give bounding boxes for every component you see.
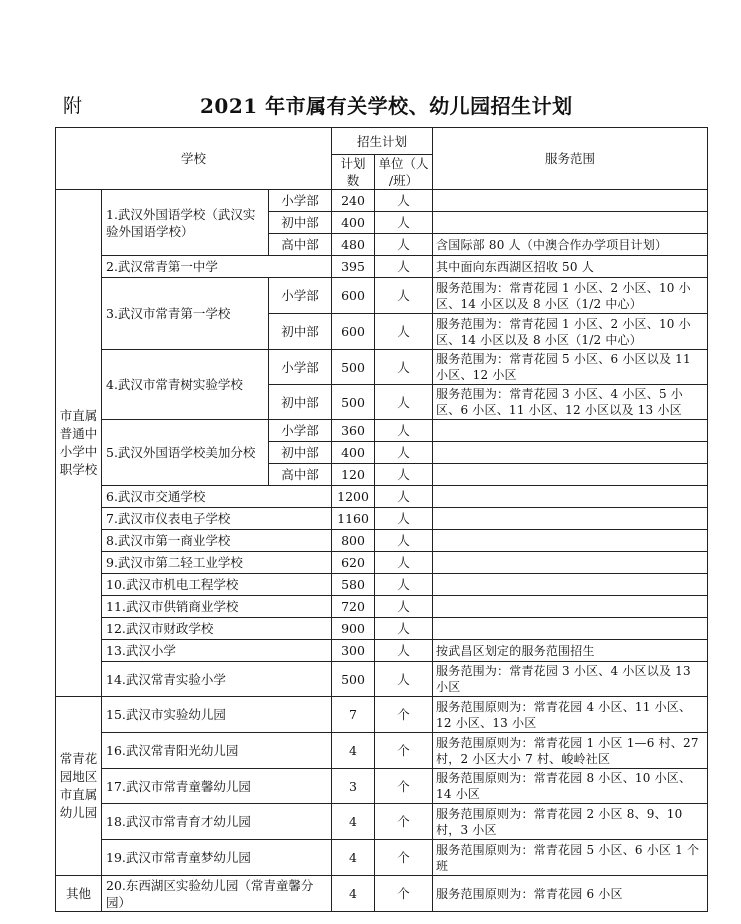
service-cell [433, 442, 708, 464]
table-row [56, 552, 708, 574]
table-row [56, 508, 708, 530]
school-name: 20.东西湖区实验幼儿园（常青童馨分园） [102, 876, 332, 912]
header-plan-group: 招生计划 [332, 128, 433, 155]
service-cell [433, 212, 708, 234]
plan-count-cell: 400 [332, 442, 375, 464]
school-name: 17.武汉市常青童馨幼儿园 [102, 769, 332, 804]
school-name: 9.武汉市第二轻工业学校 [102, 552, 332, 574]
plan-count-cell: 1160 [332, 508, 375, 530]
attachment-label: 附 [63, 95, 83, 117]
dept-cell: 小学部 [269, 190, 332, 212]
school-name: 13.武汉小学 [102, 640, 332, 662]
table-row [56, 640, 708, 662]
plan-count-cell: 3 [332, 769, 375, 804]
group-label-municipal: 市直属普通中小学中职学校 [56, 190, 102, 697]
service-cell [433, 552, 708, 574]
unit-cell: 人 [375, 278, 433, 314]
school-name: 4.武汉市常青树实验学校 [102, 350, 269, 420]
header-plan-count: 计划 数 [332, 155, 375, 190]
table-row [56, 530, 708, 552]
plan-count-cell: 620 [332, 552, 375, 574]
unit-cell: 人 [375, 574, 433, 596]
table-row [56, 278, 708, 314]
school-name: 16.武汉常青阳光幼儿园 [102, 733, 332, 769]
plan-count-cell: 4 [332, 733, 375, 769]
unit-cell: 人 [375, 234, 433, 256]
unit-cell: 人 [375, 552, 433, 574]
table-row [56, 618, 708, 640]
unit-cell: 人 [375, 508, 433, 530]
plan-count-cell: 600 [332, 278, 375, 314]
school-name: 12.武汉市财政学校 [102, 618, 332, 640]
unit-cell: 个 [375, 697, 433, 733]
group-label-other: 其他 [56, 876, 102, 912]
table-row [56, 596, 708, 618]
school-name: 8.武汉市第一商业学校 [102, 530, 332, 552]
plan-count-cell: 400 [332, 212, 375, 234]
service-cell: 服务范围原则为：常青花园 5 小区、6 小区 1 个班 [433, 840, 708, 876]
plan-count-cell: 800 [332, 530, 375, 552]
school-name: 11.武汉市供销商业学校 [102, 596, 332, 618]
unit-cell: 人 [375, 640, 433, 662]
plan-count-cell: 7 [332, 697, 375, 733]
school-name: 6.武汉市交通学校 [102, 486, 332, 508]
plan-count-cell: 500 [332, 662, 375, 697]
service-cell: 服务范围为：常青花园 1 小区、2 小区、10 小区、14 小区以及 8 小区（1/2 中心） [433, 278, 708, 314]
dept-cell: 小学部 [269, 350, 332, 385]
table-row [56, 876, 708, 912]
service-cell [433, 420, 708, 442]
school-name: 10.武汉市机电工程学校 [102, 574, 332, 596]
unit-cell: 个 [375, 733, 433, 769]
enrollment-plan-table [55, 127, 708, 912]
unit-cell: 个 [375, 876, 433, 912]
table-row [56, 769, 708, 804]
plan-count-cell: 900 [332, 618, 375, 640]
service-cell [433, 574, 708, 596]
service-cell: 含国际部 80 人（中澳合作办学项目计划） [433, 234, 708, 256]
header-row-1 [56, 128, 708, 155]
unit-cell: 人 [375, 464, 433, 486]
plan-count-cell: 4 [332, 876, 375, 912]
unit-cell: 人 [375, 350, 433, 385]
school-name: 19.武汉市常青童梦幼儿园 [102, 840, 332, 876]
service-cell [433, 486, 708, 508]
unit-cell: 人 [375, 314, 433, 350]
unit-cell: 人 [375, 486, 433, 508]
plan-count-cell: 4 [332, 840, 375, 876]
table-row [56, 350, 708, 385]
dept-cell: 小学部 [269, 278, 332, 314]
plan-count-cell: 395 [332, 256, 375, 278]
dept-cell: 初中部 [269, 385, 332, 420]
table-row [56, 697, 708, 733]
table-row [56, 420, 708, 442]
unit-cell: 人 [375, 385, 433, 420]
plan-count-cell: 580 [332, 574, 375, 596]
table-row [56, 256, 708, 278]
unit-cell: 人 [375, 212, 433, 234]
service-cell [433, 618, 708, 640]
service-cell: 服务范围为：常青花园 3 小区、4 小区以及 13 小区 [433, 662, 708, 697]
unit-cell: 个 [375, 840, 433, 876]
unit-cell: 人 [375, 596, 433, 618]
school-name: 15.武汉市实验幼儿园 [102, 697, 332, 733]
school-name: 2.武汉常青第一中学 [102, 256, 332, 278]
school-name: 1.武汉外国语学校（武汉实验外国语学校） [102, 190, 269, 256]
plan-count-cell: 480 [332, 234, 375, 256]
table-row [56, 804, 708, 840]
table-row [56, 190, 708, 212]
service-cell [433, 530, 708, 552]
table-row [56, 662, 708, 697]
plan-count-cell: 360 [332, 420, 375, 442]
school-name: 7.武汉市仪表电子学校 [102, 508, 332, 530]
dept-cell: 高中部 [269, 234, 332, 256]
plan-count-cell: 500 [332, 350, 375, 385]
school-name: 14.武汉常青实验小学 [102, 662, 332, 697]
unit-cell: 个 [375, 769, 433, 804]
header-unit: 单位（人 /班） [375, 155, 433, 190]
plan-count-cell: 300 [332, 640, 375, 662]
service-cell: 服务范围为：常青花园 1 小区、2 小区、10 小区、14 小区以及 8 小区（1/2 中心） [433, 314, 708, 350]
service-cell: 服务范围原则为：常青花园 2 小区 8、9、10 村，3 小区 [433, 804, 708, 840]
table-row [56, 486, 708, 508]
service-cell: 服务范围原则为：常青花园 4 小区、11 小区、12 小区、13 小区 [433, 697, 708, 733]
unit-cell: 人 [375, 420, 433, 442]
service-cell [433, 464, 708, 486]
group-label-kindergartens: 常青花园地区市直属幼儿园 [56, 697, 102, 876]
plan-count-cell: 720 [332, 596, 375, 618]
dept-cell: 初中部 [269, 442, 332, 464]
unit-cell: 人 [375, 530, 433, 552]
plan-count-cell: 240 [332, 190, 375, 212]
service-cell: 按武昌区划定的服务范围招生 [433, 640, 708, 662]
dept-cell: 小学部 [269, 420, 332, 442]
service-cell [433, 190, 708, 212]
unit-cell: 人 [375, 662, 433, 697]
dept-cell: 初中部 [269, 212, 332, 234]
dept-cell: 高中部 [269, 464, 332, 486]
service-cell: 其中面向东西湖区招收 50 人 [433, 256, 708, 278]
service-cell [433, 508, 708, 530]
dept-cell: 初中部 [269, 314, 332, 350]
service-cell: 服务范围为：常青花园 3 小区、4 小区、5 小区、6 小区、11 小区、12 小区以及 13 小区 [433, 385, 708, 420]
unit-cell: 人 [375, 618, 433, 640]
table-row [56, 574, 708, 596]
service-cell: 服务范围为：常青花园 5 小区、6 小区以及 11 小区、12 小区 [433, 350, 708, 385]
service-cell: 服务范围原则为：常青花园 8 小区、10 小区、14 小区 [433, 769, 708, 804]
header-service: 服务范围 [433, 128, 708, 190]
plan-count-cell: 120 [332, 464, 375, 486]
service-cell: 服务范围原则为：常青花园 6 小区 [433, 876, 708, 912]
plan-count-cell: 4 [332, 804, 375, 840]
school-name: 3.武汉市常青第一学校 [102, 278, 269, 350]
table-row [56, 733, 708, 769]
school-name: 18.武汉市常青育才幼儿园 [102, 804, 332, 840]
header-school: 学校 [56, 128, 332, 190]
plan-count-cell: 500 [332, 385, 375, 420]
school-name: 5.武汉外国语学校美加分校 [102, 420, 269, 486]
plan-count-cell: 1200 [332, 486, 375, 508]
unit-cell: 人 [375, 190, 433, 212]
unit-cell: 人 [375, 442, 433, 464]
service-cell [433, 596, 708, 618]
service-cell: 服务范围原则为：常青花园 1 小区 1—6 村、27 村，2 小区大小 7 村、峻岭社区 [433, 733, 708, 769]
table-row [56, 840, 708, 876]
page-title: 2021 年市属有关学校、幼儿园招生计划 [200, 94, 573, 118]
plan-count-cell: 600 [332, 314, 375, 350]
unit-cell: 个 [375, 804, 433, 840]
unit-cell: 人 [375, 256, 433, 278]
